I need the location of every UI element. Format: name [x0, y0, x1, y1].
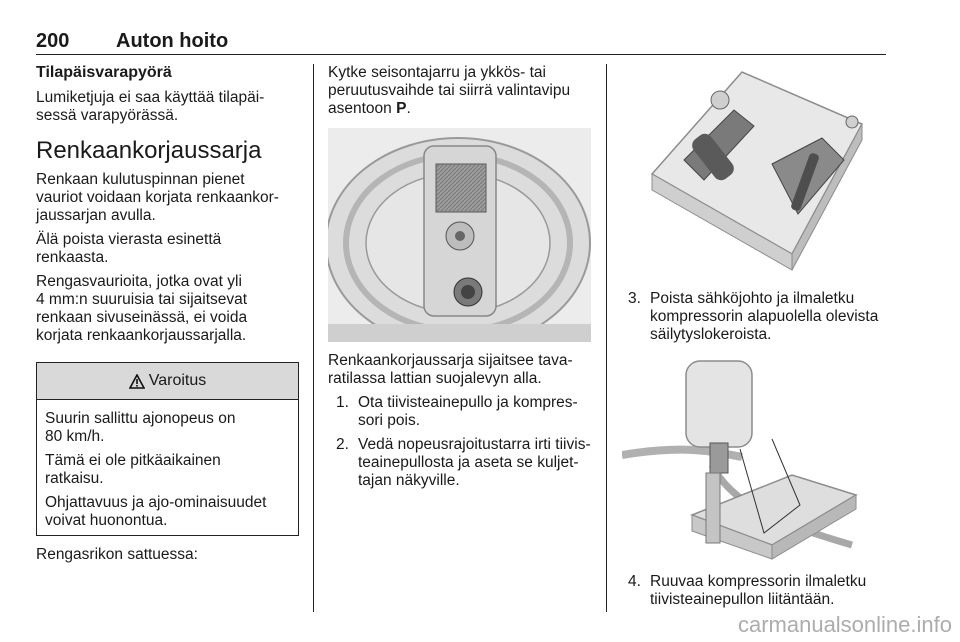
- figure-trunk-floor: [328, 128, 591, 342]
- kit-tray-illustration: [622, 64, 884, 278]
- warning-item: Tämä ei ole pitkäaikainen ratkaisu.: [45, 452, 221, 487]
- warning-header: [37, 363, 298, 400]
- column-middle: [328, 64, 603, 124]
- paragraph-repair-intro: Renkaan kulutuspinnan pienet vauriot voidaan korjata renkaankor- jaussarjan avulla.: [36, 171, 279, 224]
- paragraph-flat-tire: Rengasrikon sattuessa:: [36, 546, 198, 563]
- list-item: 1. Ota tiivisteainepullo ja kompres- sori pois.: [336, 394, 578, 429]
- list-item: 3. Poista sähköjohto ja ilmaletku kompressorin alapuolella olevista säilytyslokeroista.: [628, 290, 879, 343]
- compressor-bottle-illustration: [622, 355, 884, 561]
- list-item: 4. Ruuvaa kompressorin ilmaletku tiivisteainepullon liitäntään.: [628, 573, 867, 608]
- figure-kit-tray: [622, 64, 884, 278]
- warning-item: Suurin sallittu ajonopeus on 80 km/h.: [45, 410, 236, 445]
- steps-list-2: [628, 290, 890, 344]
- warning-box: [36, 362, 299, 536]
- paragraph-snow-chains: Lumiketjuja ei saa käyttää tilapäi- sessä varapyörässä.: [36, 89, 265, 124]
- steps-list-3: [628, 573, 890, 609]
- warning-item: Ohjattavuus ja ajo-ominaisuudet voivat huonontua.: [45, 494, 267, 529]
- paragraph-foreign-object: Älä poista vierasta esinettä renkaasta.: [36, 231, 222, 266]
- column-divider: [606, 64, 607, 612]
- warning-title: Varoitus: [148, 372, 207, 389]
- watermark: carmanualsonline.info: [737, 612, 952, 637]
- column-divider: [313, 64, 314, 612]
- gear-position-p: P: [396, 100, 407, 117]
- column-middle-lower: [328, 352, 608, 496]
- page-number: 200: [36, 30, 70, 52]
- paragraph-parking-brake: Kytke seisontajarru ja ykkös- tai peruutusvaihde tai siirrä valintavipu asentoon P.: [328, 64, 571, 117]
- steps-list-1: [336, 394, 608, 490]
- subheading-temporary-spare: Tilapäisvarapyörä: [36, 64, 172, 81]
- chapter-title: Auton hoito: [116, 30, 229, 52]
- figure-compressor-bottle: [622, 355, 884, 561]
- trunk-floor-illustration: [328, 128, 591, 342]
- paragraph-kit-location: Renkaankorjaussarja sijaitsee tava- ratilassa lattian suojalevyn alla.: [328, 352, 573, 387]
- column-left-footer: [36, 546, 301, 570]
- column-right-step3: [628, 290, 890, 350]
- column-right-step4: [628, 573, 890, 615]
- warning-triangle-icon: [129, 374, 145, 389]
- warning-body: [37, 400, 298, 530]
- section-title: Renkaankorjaussarja: [36, 137, 262, 164]
- paragraph-damage-limits: Rengasvaurioita, jotka ovat yli 4 mm:n suuruisia tai sijaitsevat renkaan sivuseinässä, ei voida korjata renkaankorjaussarjalla.: [36, 273, 248, 344]
- list-item: 2. Vedä nopeusrajoitustarra irti tiivis- teainepullosta ja aseta se kuljet- tajan näkyville.: [336, 436, 591, 489]
- column-left: [36, 64, 301, 351]
- page-header: [36, 28, 886, 55]
